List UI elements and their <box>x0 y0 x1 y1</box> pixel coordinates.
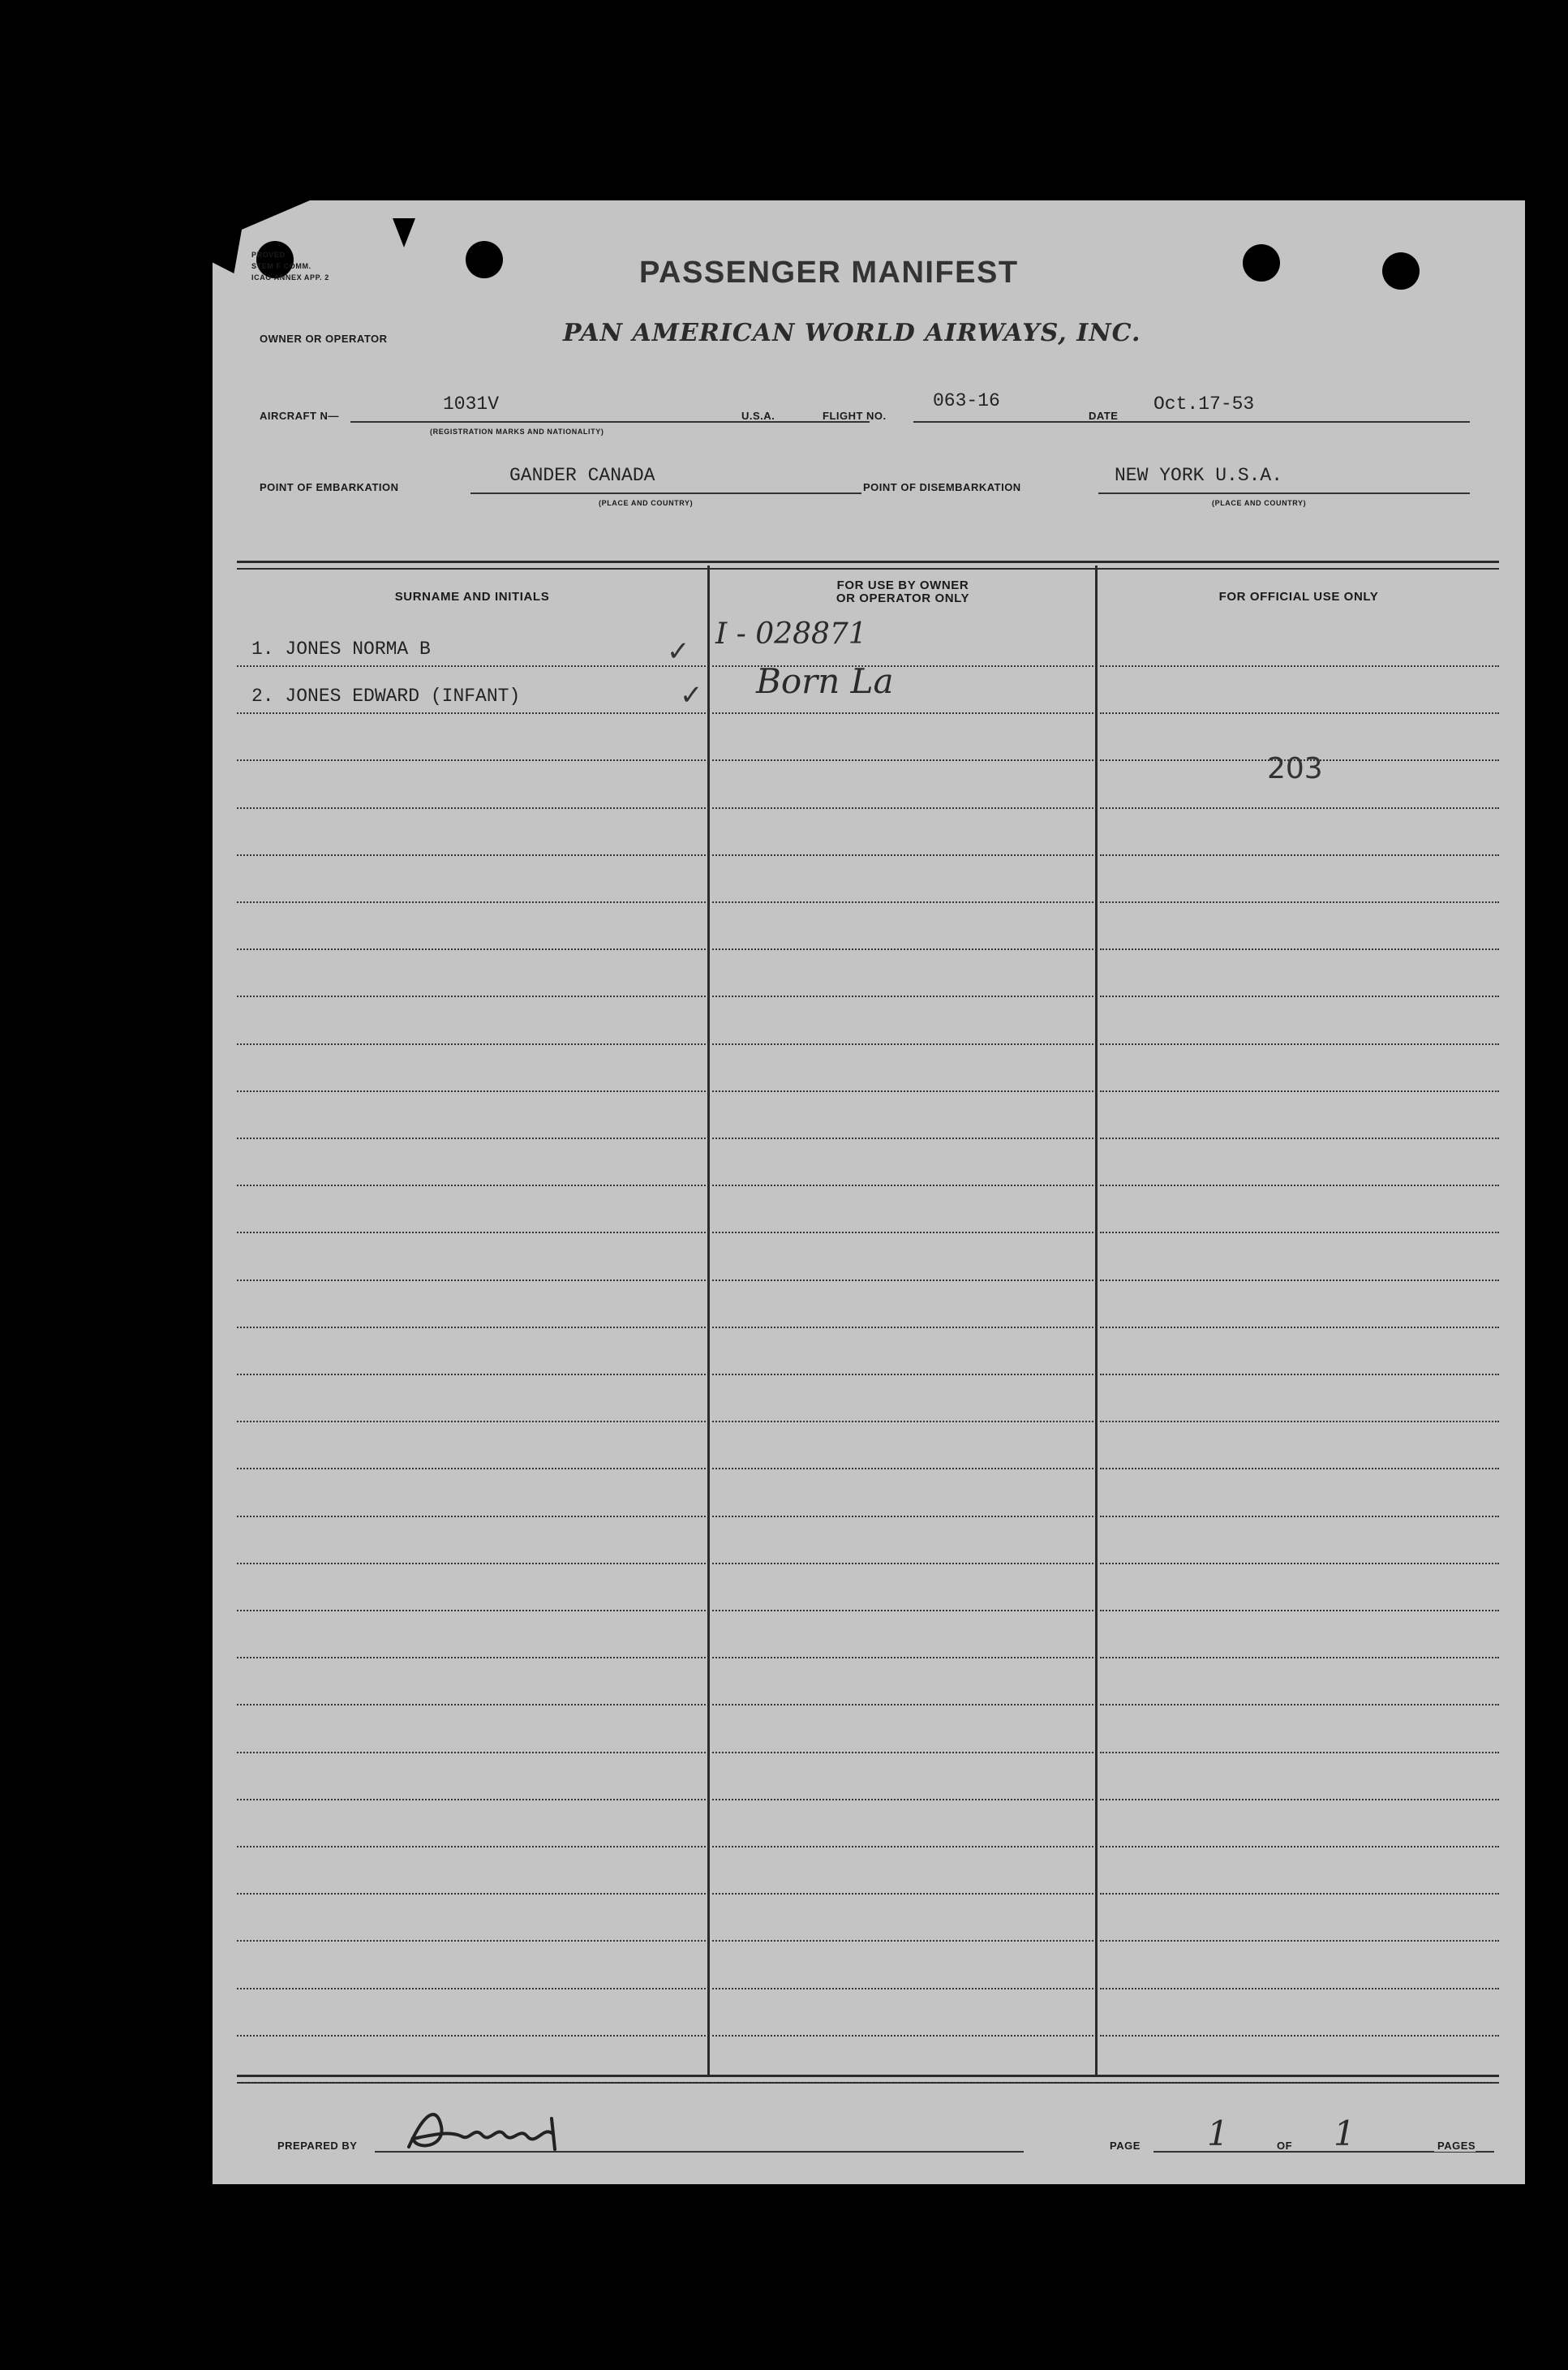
table-row-rule <box>237 712 706 714</box>
table-row-rule <box>1100 948 1499 950</box>
table-row-1-owner-note: I - 028871 <box>715 617 867 651</box>
table-row-rule <box>237 1043 706 1045</box>
table-row-rule <box>1100 1138 1499 1139</box>
table-row-rule <box>237 1421 706 1422</box>
punch-hole-4 <box>1382 252 1420 290</box>
embarkation-caption: (PLACE AND COUNTRY) <box>599 499 694 507</box>
table-row-rule <box>237 1610 706 1611</box>
page-number: 1 <box>1207 2114 1229 2153</box>
table-row-rule <box>1100 665 1499 667</box>
table-row-rule <box>237 901 706 903</box>
table-row-rule <box>712 1657 1093 1658</box>
table-row-rule <box>1100 1846 1499 1847</box>
table-row-rule <box>712 948 1093 950</box>
table-row-rule <box>1100 2035 1499 2037</box>
embarkation-label: POINT OF EMBARKATION <box>260 481 399 493</box>
table-row-rule <box>1100 1185 1499 1186</box>
table-row-rule <box>237 1468 706 1469</box>
table-row-rule <box>712 807 1093 809</box>
table-row-rule <box>712 1421 1093 1422</box>
table-row-rule <box>1100 1280 1499 1281</box>
table-row-rule <box>237 759 706 761</box>
table-row-rule <box>712 1940 1093 1942</box>
table-row-rule <box>237 1138 706 1139</box>
flight-date: Oct.17-53 <box>1153 394 1255 415</box>
table-row-rule <box>712 854 1093 856</box>
approval-stamp-line2: STEM F COMM. <box>251 262 311 270</box>
table-row-rule <box>237 1846 706 1847</box>
table-row-rule <box>1100 1327 1499 1328</box>
table-row-rule <box>1100 1563 1499 1564</box>
approval-stamp-line3: ICAO ANNEX APP. 2 <box>251 273 329 282</box>
table-row-rule <box>237 1185 706 1186</box>
column-header-owner-line1: FOR USE BY OWNER <box>836 579 969 592</box>
airline-name: PAN AMERICAN WORLD AIRWAYS, INC. <box>563 319 1141 347</box>
table-row-rule <box>712 1043 1093 1045</box>
flight-number: 063-16 <box>933 390 1000 411</box>
check-mark-row-1: ✓ <box>667 636 690 667</box>
table-row-rule <box>712 1516 1093 1517</box>
aircraft-label: AIRCRAFT N— <box>260 410 339 422</box>
table-row-rule <box>712 1327 1093 1328</box>
torn-notch <box>393 218 415 247</box>
table-row-rule <box>712 1846 1093 1847</box>
table-row-rule <box>237 1090 706 1092</box>
table-row-rule <box>1100 854 1499 856</box>
table-row-rule <box>1100 1988 1499 1989</box>
table-row-rule <box>712 1138 1093 1139</box>
table-row-rule <box>712 1185 1093 1186</box>
table-row-rule <box>237 2035 706 2037</box>
table-row-rule <box>1100 712 1499 714</box>
table-row-rule <box>712 1374 1093 1375</box>
punch-hole-2 <box>466 241 503 278</box>
table-row-rule <box>1100 1516 1499 1517</box>
table-row-rule <box>712 1232 1093 1233</box>
manifest-sheet <box>213 200 1525 2184</box>
table-row-rule <box>237 1280 706 1281</box>
table-row-rule <box>237 1940 706 1942</box>
table-row-rule <box>237 854 706 856</box>
column-header-official: FOR OFFICIAL USE ONLY <box>1218 590 1379 604</box>
table-row-rule <box>712 712 1093 714</box>
table-row-rule <box>712 1090 1093 1092</box>
table-row-rule <box>712 2035 1093 2037</box>
table-row-rule <box>1100 1799 1499 1800</box>
table-row-rule <box>712 759 1093 761</box>
table-row-rule <box>1100 1940 1499 1942</box>
table-row-1-name: 1. JONES NORMA B <box>251 639 431 660</box>
flight-number-label: FLIGHT NO. <box>823 410 887 422</box>
usa-label: U.S.A. <box>741 410 775 422</box>
total-pages: 1 <box>1334 2114 1355 2153</box>
table-row-rule <box>237 996 706 997</box>
table-row-rule <box>237 1327 706 1328</box>
punch-hole-3 <box>1243 244 1280 282</box>
date-label: DATE <box>1089 410 1119 422</box>
official-number: 203 <box>1267 752 1323 785</box>
embarkation-place: GANDER CANADA <box>509 465 655 486</box>
table-row-rule <box>1100 1752 1499 1753</box>
table-row-rule <box>1100 807 1499 809</box>
table-row-rule <box>1100 1468 1499 1469</box>
prepared-by-label: PREPARED BY <box>277 2140 358 2152</box>
table-row-rule <box>237 665 706 667</box>
table-row-2-name: 2. JONES EDWARD (INFANT) <box>251 686 521 707</box>
table-row-rule <box>712 1799 1093 1800</box>
column-header-owner-line2: OR OPERATOR ONLY <box>836 591 970 605</box>
table-row-rule <box>237 1988 706 1989</box>
table-row-rule <box>1100 901 1499 903</box>
table-row-rule <box>237 1563 706 1564</box>
table-row-rule <box>712 2082 1093 2084</box>
table-row-rule <box>237 1704 706 1705</box>
table-row-rule <box>712 1280 1093 1281</box>
table-row-rule <box>237 948 706 950</box>
disembarkation-caption: (PLACE AND COUNTRY) <box>1212 499 1307 507</box>
table-row-rule <box>237 1374 706 1375</box>
table-row-rule <box>712 996 1093 997</box>
table-row-rule <box>237 1752 706 1753</box>
disembarkation-place: NEW YORK U.S.A. <box>1115 465 1283 486</box>
table-row-rule <box>1100 1374 1499 1375</box>
table-row-rule <box>712 1988 1093 1989</box>
page-label: PAGE <box>1110 2140 1141 2152</box>
table-row-rule <box>237 1232 706 1233</box>
registration-caption: (REGISTRATION MARKS AND NATIONALITY) <box>430 428 604 436</box>
owner-label: OWNER OR OPERATOR <box>260 333 388 345</box>
check-mark-row-2: ✓ <box>680 680 703 711</box>
table-row-rule <box>237 2082 706 2084</box>
table-row-rule <box>712 1468 1093 1469</box>
approval-stamp-line1: PROVED <box>251 251 286 259</box>
table-row-2-owner-note: Born La <box>756 661 894 701</box>
table-row-rule <box>1100 1704 1499 1705</box>
table-row-rule <box>1100 1232 1499 1233</box>
page-title: PASSENGER MANIFEST <box>639 256 1019 290</box>
aircraft-number: 1031V <box>443 394 500 415</box>
table-row-rule <box>237 1893 706 1895</box>
table-row-rule <box>1100 1610 1499 1611</box>
table-row-rule <box>237 1657 706 1658</box>
table-row-rule <box>237 1799 706 1800</box>
preparer-signature <box>401 2102 563 2163</box>
table-row-rule <box>1100 1893 1499 1895</box>
table-row-rule <box>712 1563 1093 1564</box>
table-row-rule <box>1100 1657 1499 1658</box>
table-row-rule <box>712 901 1093 903</box>
table-row-rule <box>712 1893 1093 1895</box>
table-row-rule <box>712 1704 1093 1705</box>
pages-label: PAGES <box>1434 2140 1476 2152</box>
column-header-surname: SURNAME AND INITIALS <box>394 590 550 604</box>
table-row-rule <box>237 807 706 809</box>
of-label: OF <box>1277 2140 1293 2152</box>
table-row-rule <box>1100 1421 1499 1422</box>
table-row-rule <box>237 1516 706 1517</box>
table-row-rule <box>1100 1043 1499 1045</box>
signature-image <box>401 2102 563 2159</box>
table-row-rule <box>1100 996 1499 997</box>
table-row-rule <box>712 1752 1093 1753</box>
table-row-rule <box>1100 1090 1499 1092</box>
table-row-rule <box>1100 2082 1499 2084</box>
disembarkation-label: POINT OF DISEMBARKATION <box>863 481 1021 493</box>
table-row-rule <box>712 1610 1093 1611</box>
